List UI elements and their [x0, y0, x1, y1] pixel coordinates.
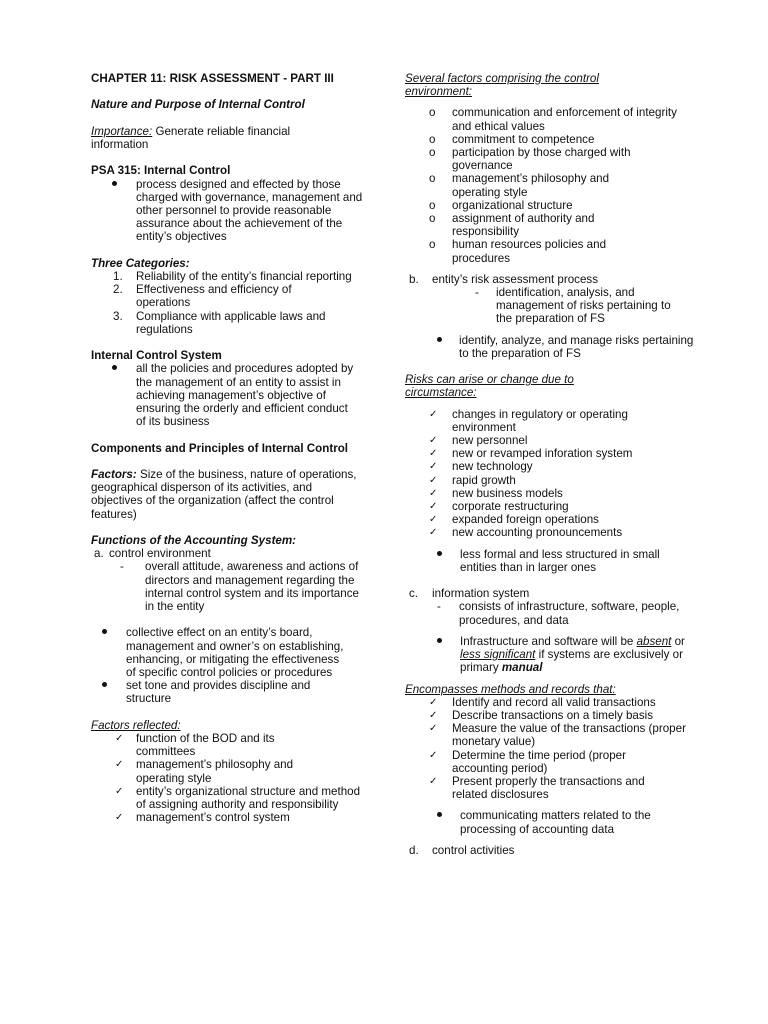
check-icon: ✓	[429, 775, 438, 787]
enc-bullet-item	[405, 809, 695, 835]
dash-marker: -	[120, 560, 124, 574]
nature-heading: Nature and Purpose of Internal Control	[91, 98, 305, 112]
bullet-icon	[112, 362, 117, 375]
c-dash-item	[405, 600, 699, 626]
a-bullet-item	[91, 626, 351, 679]
o-marker: o	[429, 146, 436, 160]
c-bullet-absent: absent	[636, 634, 672, 648]
a-text: control environment	[109, 547, 211, 561]
several-factor-item	[405, 106, 677, 132]
risk-text: changes in regulatory or operating environment	[452, 407, 628, 434]
risk-text: new accounting pronouncements	[452, 526, 623, 540]
a-dash-text: overall attitude, awareness and actions of directors and management regarding the internal control system and its importance in the entity	[145, 560, 359, 613]
factors-text: Size of the business, nature of operations, geographical disperson of its activities, and objectives of the organization (affect the control features)	[91, 467, 357, 521]
risk-text: corporate restructuring	[452, 500, 569, 514]
encompasses-label: Encompasses methods and records that:	[405, 682, 616, 696]
check-icon: ✓	[429, 435, 438, 447]
risk-text: rapid growth	[452, 473, 516, 487]
category-item	[91, 283, 336, 309]
enc-bullet-text: communicating matters related to the processing of accounting data	[460, 809, 651, 836]
risk-text: new technology	[452, 460, 533, 474]
chapter-title: CHAPTER 11: RISK ASSESSMENT - PART III	[91, 72, 334, 85]
d-item	[405, 844, 695, 857]
d-text: control activities	[432, 843, 515, 857]
list-number: 2.	[113, 283, 123, 297]
factor-reflected-item	[91, 732, 316, 758]
category-text: Effectiveness and efficiency of operations	[136, 283, 292, 310]
several-factor-text: communication and enforcement of integrity and ethical values	[452, 106, 677, 133]
check-icon: ✓	[429, 501, 438, 513]
risk-item	[405, 487, 695, 500]
risks-bullet-item	[405, 548, 695, 574]
c-bullet-or: or	[671, 634, 685, 648]
a-bullet-text: set tone and provides discipline and structure	[126, 679, 311, 706]
risk-text: new business models	[452, 486, 563, 500]
a-bullet-text: collective effect on an entity’s board, management and owner’s on establishing, enhancing, or mitigating the effectiveness of specific control policies or procedures	[126, 626, 344, 679]
b-bullet-item	[405, 334, 699, 360]
b-dash-item	[405, 286, 676, 326]
encompass-text: Present properly the transactions and related disclosures	[452, 774, 645, 802]
risk-item	[405, 513, 695, 526]
o-marker: o	[429, 238, 436, 252]
importance-line	[91, 125, 341, 151]
components-heading: Components and Principles of Internal Control	[91, 441, 349, 455]
several-factor-text: human resources policies and procedures	[452, 238, 607, 265]
c-bullet-manual: manual	[501, 661, 543, 675]
check-icon: ✓	[429, 749, 438, 761]
c-bullet-less: less significant	[460, 648, 536, 662]
factor-reflected-item	[91, 758, 336, 784]
psa-bullet-text: process designed and effected by those charged with governance, management and other personnel to provide reasonable assurance about the achievement of the entity’s objectives	[136, 177, 363, 244]
three-categories-heading: Three Categories:	[91, 256, 190, 270]
several-factor-item	[405, 212, 642, 238]
list-number: 3.	[113, 309, 123, 323]
category-text: Compliance with applicable laws and regulations	[136, 309, 326, 336]
several-factors-label: Several factors comprising the control environment:	[405, 72, 599, 99]
risk-text: new or revamped inforation system	[452, 447, 633, 461]
dash-marker: -	[437, 600, 441, 614]
check-icon: ✓	[429, 723, 438, 735]
factor-reflected-text: entity’s organizational structure and method of assigning authority and responsibility	[136, 784, 361, 812]
encompass-text: Identify and record all valid transactions	[452, 695, 656, 709]
check-icon: ✓	[429, 487, 438, 499]
check-icon: ✓	[429, 709, 438, 721]
check-icon: ✓	[429, 514, 438, 526]
category-item	[91, 310, 366, 336]
ics-bullet-text: all the policies and procedures adopted by the management of an entity to assist in achieving management’s objective of ensuring the orderly and efficient conduct of its business	[136, 362, 354, 429]
several-factor-item	[405, 172, 652, 198]
c-bullet-item	[405, 635, 695, 675]
psa-bullet-item	[91, 178, 366, 244]
encompass-text: Determine the time period (proper accounting period)	[452, 748, 626, 775]
check-icon: ✓	[429, 408, 438, 420]
check-icon: ✓	[429, 461, 438, 473]
o-marker: o	[429, 212, 436, 226]
encompass-item	[405, 775, 672, 801]
right-column	[405, 72, 695, 857]
risks-label: Risks can arise or change due to circumstance:	[405, 373, 574, 400]
c-bullet-mid: if systems are exclusively or primary	[460, 648, 683, 675]
factor-reflected-text: management’s control system	[136, 811, 290, 825]
a-dash-item	[91, 560, 365, 613]
check-icon: ✓	[115, 733, 124, 744]
several-factor-item	[405, 199, 677, 212]
bullet-icon	[102, 626, 107, 639]
psa-heading: PSA 315: Internal Control	[91, 164, 231, 178]
risk-text: new personnel	[452, 434, 528, 448]
encompass-item	[405, 709, 672, 722]
check-icon: ✓	[429, 696, 438, 708]
o-marker: o	[429, 132, 436, 146]
c-bullet-pre: Infrastructure and software will be	[460, 634, 637, 648]
list-letter: d.	[409, 843, 419, 857]
ics-heading: Internal Control System	[91, 349, 222, 363]
o-marker: o	[429, 172, 436, 186]
b-dash-text: identification, analysis, and management of risks pertaining to the preparation of FS	[496, 286, 671, 326]
bullet-icon	[112, 178, 117, 191]
check-icon: ✓	[429, 527, 438, 539]
factors-label: Factors:	[91, 467, 137, 481]
o-marker: o	[429, 198, 436, 212]
risk-item	[405, 500, 695, 513]
factor-reflected-text: function of the BOD and its committees	[136, 732, 275, 759]
o-marker: o	[429, 106, 436, 120]
importance-text: Generate reliable financial information	[91, 124, 291, 151]
factor-reflected-item	[91, 811, 366, 824]
encompass-item	[405, 696, 672, 709]
c-text: information system	[432, 587, 530, 601]
functions-heading: Functions of the Accounting System:	[91, 533, 297, 547]
encompass-text: Measure the value of the transactions (proper monetary value)	[452, 722, 686, 749]
encompass-item	[405, 749, 677, 775]
several-factor-item	[405, 146, 677, 172]
several-factor-text: assignment of authority and responsibility	[452, 212, 595, 239]
b-bullet-text: identify, analyze, and manage risks pertaining to the preparation of FS	[459, 333, 694, 360]
factor-reflected-item	[91, 785, 366, 811]
c-item	[405, 587, 695, 600]
bullet-icon	[437, 809, 442, 822]
several-factor-text: management’s philosophy and operating style	[452, 172, 610, 199]
check-icon: ✓	[429, 474, 438, 486]
list-letter: a.	[94, 547, 104, 561]
check-icon: ✓	[429, 448, 438, 460]
bullet-icon	[437, 334, 442, 347]
bullet-icon	[102, 679, 107, 692]
check-icon: ✓	[115, 785, 124, 797]
factors-reflected-label: Factors reflected:	[91, 718, 181, 732]
encompass-text: Describe transactions on a timely basis	[452, 708, 654, 722]
several-factor-text: participation by those charged with governance	[452, 146, 631, 173]
risk-item	[405, 526, 695, 539]
factors-line	[91, 468, 366, 521]
list-letter: b.	[409, 272, 419, 286]
a-item	[91, 547, 376, 560]
c-dash-text: consists of infrastructure, software, people, procedures, and data	[459, 600, 680, 627]
left-column	[91, 72, 376, 824]
encompass-item	[405, 722, 692, 748]
risk-item	[405, 460, 695, 473]
several-factor-item	[405, 133, 677, 146]
b-item	[405, 273, 695, 286]
risk-item	[405, 447, 695, 460]
risk-item	[405, 434, 695, 447]
risk-text: expanded foreign operations	[452, 513, 599, 527]
dash-marker: -	[475, 286, 479, 300]
category-item	[91, 270, 366, 283]
b-text: entity’s risk assessment process	[432, 272, 599, 286]
risk-item	[405, 408, 692, 434]
bullet-icon	[437, 548, 442, 561]
a-bullet-item	[91, 679, 351, 705]
list-number: 1.	[113, 269, 123, 283]
several-factor-item	[405, 238, 652, 264]
factor-reflected-text: management’s philosophy and operating style	[136, 758, 294, 785]
importance-label: Importance:	[91, 124, 153, 138]
ics-bullet-item	[91, 362, 358, 428]
risk-item	[405, 474, 695, 487]
check-icon: ✓	[115, 812, 124, 824]
list-letter: c.	[409, 587, 419, 601]
risks-bullet-text: less formal and less structured in small entities than in larger ones	[460, 547, 660, 574]
bullet-icon	[437, 635, 442, 648]
check-icon: ✓	[115, 759, 124, 771]
category-text: Reliability of the entity’s financial reporting	[136, 269, 352, 283]
several-factor-text: organizational structure	[452, 198, 573, 212]
several-factor-text: commitment to competence	[452, 132, 595, 146]
